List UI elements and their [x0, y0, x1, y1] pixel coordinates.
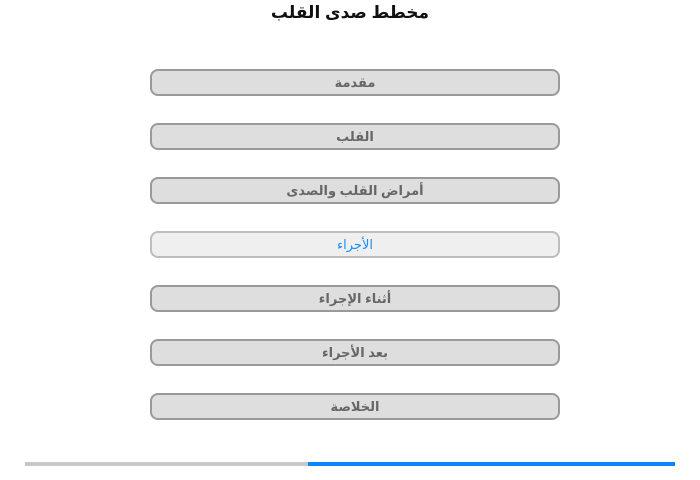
progress-bar	[25, 462, 675, 466]
menu-item-summary[interactable]: الخلاصة	[150, 393, 560, 420]
menu-item-heart[interactable]: القلب	[150, 123, 560, 150]
menu-item-heart-diseases-echo[interactable]: أمراض القلب والصدى	[150, 177, 560, 204]
menu-item-procedure[interactable]: الأجراء	[150, 231, 560, 258]
menu-item-during-procedure[interactable]: أثناء الإجراء	[150, 285, 560, 312]
page-title: مخطط صدى القلب	[270, 3, 430, 22]
menu-item-introduction[interactable]: مقدمة	[150, 69, 560, 96]
progress-bar-fill	[308, 462, 675, 466]
menu-item-after-procedure[interactable]: بعد الأجراء	[150, 339, 560, 366]
section-menu	[150, 69, 560, 420]
